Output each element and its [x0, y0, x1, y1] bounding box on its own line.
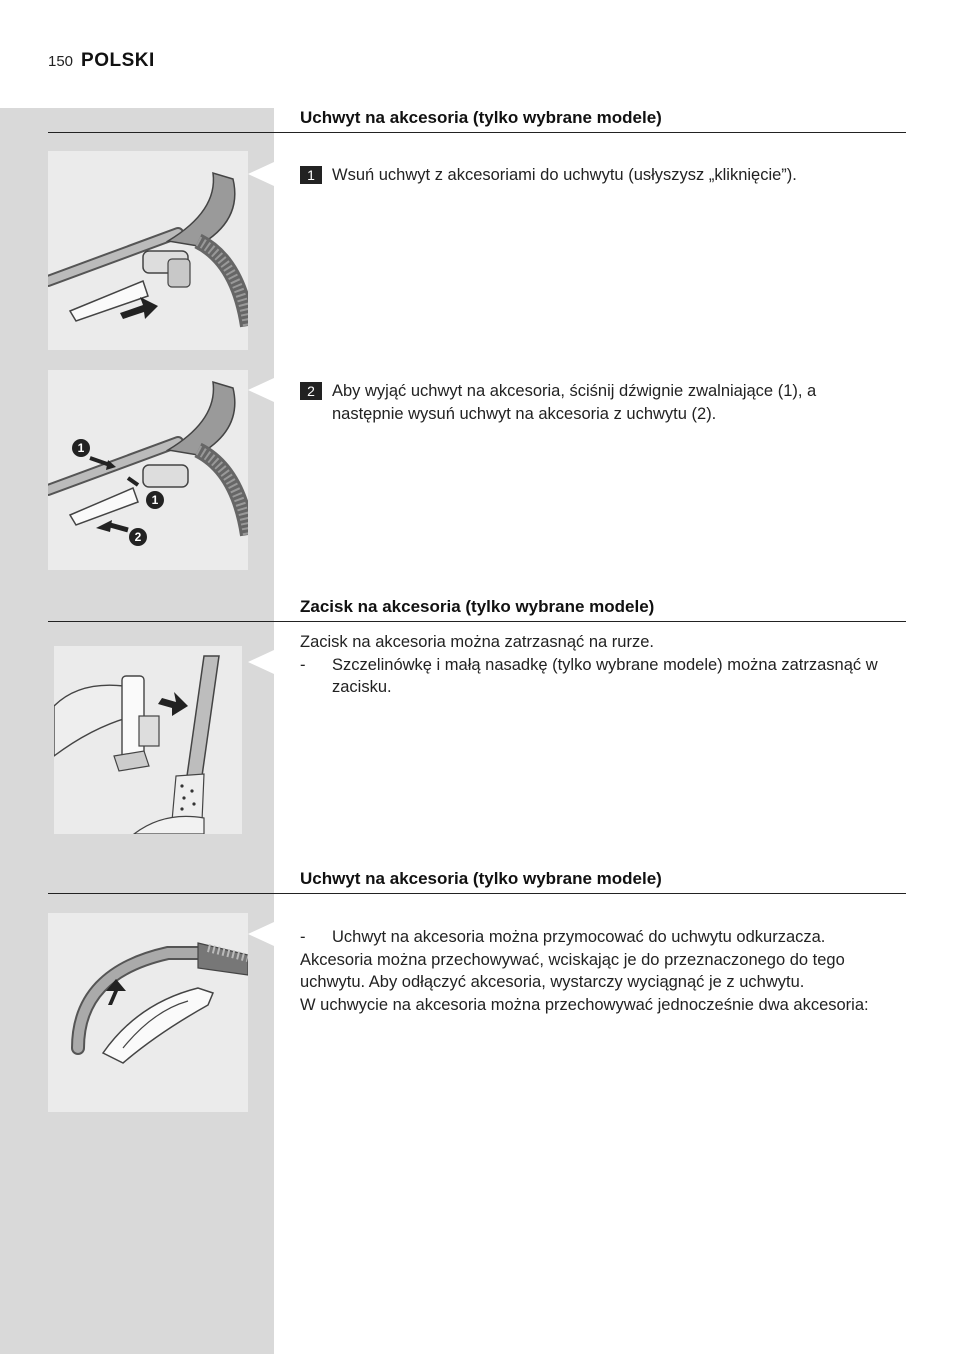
- section-3-text: [300, 926, 906, 1016]
- step-1: [300, 164, 892, 187]
- step-text: Aby wyjąć uchwyt na akcesoria, ściśnij dźwignie zwalniające (1), a następnie wysuń uchwyt na akcesoria z uchwytu (2).: [332, 382, 817, 423]
- step-2: [300, 380, 892, 426]
- holder-paragraph-2: W uchwycie na akcesoria można przechowywać jednocześnie dwa akcesoria:: [300, 995, 869, 1014]
- clip-intro: Zacisk na akcesoria można zatrzasnąć na rurze.: [300, 633, 654, 651]
- bullet-text: Szczelinówkę i małą nasadkę (tylko wybrane modele) można zatrzasnąć w zacisku.: [332, 655, 878, 696]
- callout-2: 2: [134, 530, 142, 544]
- figure-pointer: [248, 162, 274, 186]
- bullet-dash: -: [300, 928, 306, 946]
- holder-bullet: [300, 926, 906, 949]
- bullet-dash: -: [300, 655, 306, 674]
- figure-pointer: [248, 378, 274, 402]
- figure-pointer: [248, 922, 274, 946]
- clip-bullet: [300, 654, 906, 699]
- figure-remove-holder: [48, 370, 248, 570]
- step-number: 2: [300, 382, 322, 400]
- page-number: 150: [48, 53, 74, 70]
- figure-pointer: [248, 650, 274, 674]
- page-header: [48, 50, 155, 72]
- figure-insert-holder: [48, 151, 248, 350]
- section-2-text: [300, 631, 906, 699]
- step-text: Wsuń uchwyt z akcesoriami do uchwytu (usłyszysz „kliknięcie”).: [332, 166, 797, 184]
- section-heading-accessory-holder: Uchwyt na akcesoria (tylko wybrane modele): [300, 108, 662, 127]
- section-rule: [48, 621, 906, 622]
- page-language: POLSKI: [81, 50, 155, 71]
- callout-1: 1: [77, 441, 85, 455]
- bullet-text: Uchwyt na akcesoria można przymocować do uchwytu odkurzacza.: [332, 928, 826, 946]
- section-heading-accessory-clip: Zacisk na akcesoria (tylko wybrane modele): [300, 597, 655, 616]
- section-rule: [48, 893, 906, 894]
- callout-1b: 1: [151, 493, 159, 507]
- step-number: 1: [300, 166, 322, 184]
- figure-attach-holder: [48, 913, 248, 1112]
- figure-clip-on-tube: [54, 646, 242, 834]
- section-heading-accessory-holder-2: Uchwyt na akcesoria (tylko wybrane modele): [300, 869, 662, 888]
- holder-paragraph-1: Akcesoria można przechowywać, wciskając je do przeznaczonego do tego uchwytu. Aby odłączyć akcesoria, wystarczy wyciągnąć je z uchwytu.: [300, 950, 845, 991]
- section-rule: [48, 132, 906, 133]
